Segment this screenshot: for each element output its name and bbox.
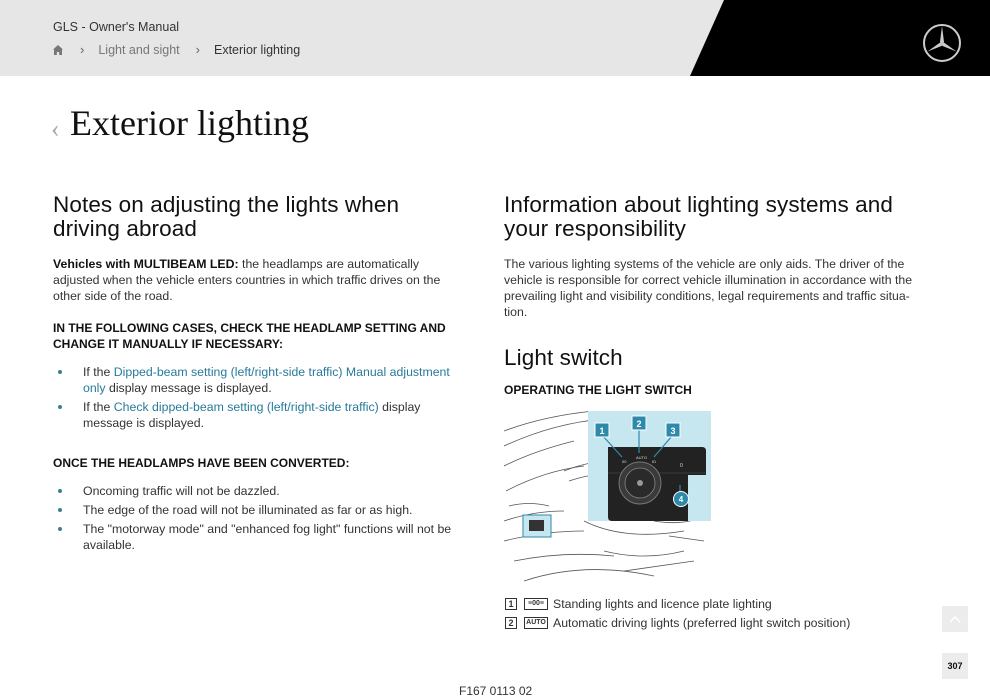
dipped-beam-setting-link[interactable]: Dipped-beam setting (left/right-side traffic) Manual adjustment only: [83, 365, 450, 395]
list-item: Oncoming traffic will not be dazzled.: [53, 483, 468, 499]
multibeam-text: the headlamps are automatically adjusted when the vehicle enters countries in which traffic drives on the other side of the road.: [53, 257, 441, 303]
list-item-text: If the: [83, 400, 114, 414]
multibeam-paragraph: [53, 256, 468, 304]
breadcrumb-separator-icon: ›: [195, 42, 200, 57]
svg-text:00: 00: [622, 459, 627, 464]
svg-text:ID: ID: [652, 459, 656, 464]
list-item-text: If the: [83, 365, 114, 379]
standing-lights-icon: ≡00≡: [524, 598, 548, 610]
list-item: [53, 364, 468, 396]
page-title: Exterior lighting: [70, 103, 309, 143]
legend-row: [504, 596, 914, 612]
chevron-up-icon: [949, 615, 961, 623]
callout-2: 2: [636, 419, 642, 429]
legend-text: Standing lights and licence plate lighting: [553, 597, 772, 611]
header-bar: [0, 0, 990, 76]
callout-4: 4: [678, 495, 684, 504]
svg-text:0: 0: [680, 463, 683, 469]
multibeam-label: Vehicles with MULTIBEAM LED:: [53, 257, 239, 271]
callout-3: 3: [670, 426, 676, 436]
breadcrumb: [52, 42, 300, 57]
callout-1: 1: [599, 426, 605, 436]
mercedes-star-logo[interactable]: [922, 23, 962, 63]
converted-heading: ONCE THE HEADLAMPS HAVE BEEN CONVERTED:: [53, 456, 350, 470]
breadcrumb-separator-icon: ›: [80, 42, 85, 57]
check-dipped-beam-link[interactable]: Check dipped-beam setting (left/right-side traffic): [113, 400, 379, 414]
figure-code: F167 0113 02: [459, 684, 533, 698]
breadcrumb-item-exterior-lighting: Exterior lighting: [214, 42, 301, 57]
responsibility-paragraph: The various lighting systems of the vehicle are only aids. The driver of the vehicle is responsible for correct vehicle illumination in accordance with the prevailing light and visibility conditions, legal requirements and traffic situa-tion.: [504, 257, 913, 319]
dial-auto-label: AUTO: [636, 455, 648, 460]
list-item: The edge of the road will not be illuminated as far or as high.: [53, 502, 468, 518]
list-item-text: display message is displayed.: [105, 381, 272, 395]
section-heading-responsibility: Information about lighting systems and your responsibility: [504, 192, 894, 241]
left-column: [53, 193, 468, 556]
legend-row: [504, 615, 914, 631]
breadcrumb-item-light-and-sight[interactable]: Light and sight: [98, 42, 180, 57]
right-column: [504, 193, 914, 634]
home-icon[interactable]: [52, 44, 64, 56]
manual-title[interactable]: GLS - Owner's Manual: [53, 20, 180, 34]
list-item: [53, 399, 468, 431]
light-switch-figure: [504, 411, 714, 583]
legend-text: Automatic driving lights (preferred light switch position): [553, 616, 851, 630]
check-list: [53, 364, 468, 431]
legend-number: 1: [505, 598, 517, 610]
list-item: The "motorway mode" and "enhanced fog light" functions will not be available.: [53, 521, 468, 553]
legend-number: 2: [505, 617, 517, 629]
light-switch-illustration: [504, 411, 714, 583]
back-chevron-icon[interactable]: ‹: [51, 114, 60, 143]
section-heading-light-switch: Light switch: [504, 345, 623, 370]
auto-lights-icon: AUTO: [524, 617, 548, 629]
scroll-top-button[interactable]: [942, 606, 968, 632]
section-heading-abroad: Notes on adjusting the lights when driving abroad: [53, 192, 400, 241]
page-badge[interactable]: 307: [942, 653, 968, 679]
converted-list: [53, 483, 468, 553]
switch-legend: [504, 596, 914, 631]
list-item-text: display message is displayed.: [83, 400, 421, 430]
check-heading: IN THE FOLLOWING CASES, CHECK THE HEADLAMP SETTING AND CHANGE IT MANUALLY IF NECESSARY:: [53, 321, 446, 351]
operating-heading: OPERATING THE LIGHT SWITCH: [504, 383, 692, 397]
